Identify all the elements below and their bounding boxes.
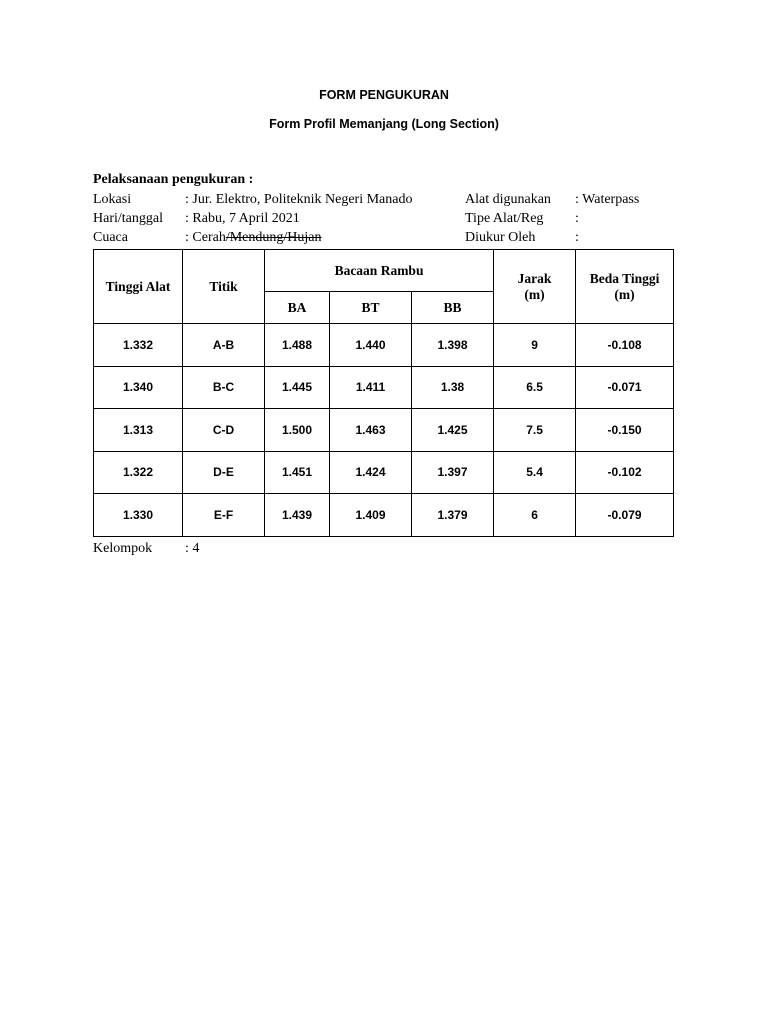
cell-jarak: 6.5 [494,366,576,409]
cell-beda-tinggi: -0.108 [576,324,674,367]
form-subtitle: Form Profil Memanjang (Long Section) [269,117,499,131]
cell-ba: 1.451 [265,451,330,494]
tipe-value: : [575,211,579,226]
cell-titik: B-C [183,366,265,409]
header-beda-tinggi-unit: (m) [614,286,635,302]
header-bt: BT [330,292,412,324]
cuaca-label: Cuaca [93,230,128,245]
cell-jarak: 9 [494,324,576,367]
cuaca-value-selected: : Cerah [185,230,226,245]
section-heading: Pelaksanaan pengukuran : [93,172,254,187]
cell-tinggi-alat: 1.340 [94,366,183,409]
cell-bb: 1.398 [412,324,494,367]
tipe-label: Tipe Alat/Reg [465,211,544,226]
header-bb: BB [412,292,494,324]
table-row [94,324,674,367]
cell-tinggi-alat: 1.332 [94,324,183,367]
lokasi-label: Lokasi [93,192,132,207]
cell-bt: 1.463 [330,409,412,452]
cell-bt: 1.424 [330,451,412,494]
table-row [94,494,674,537]
cell-titik: D-E [183,451,265,494]
cell-titik: A-B [183,324,265,367]
header-ba: BA [265,292,330,324]
kelompok-label: Kelompok [93,541,153,556]
table-row [94,409,674,452]
cell-tinggi-alat: 1.313 [94,409,183,452]
cell-bb: 1.397 [412,451,494,494]
cell-ba: 1.439 [265,494,330,537]
table-row [94,366,674,409]
cell-jarak: 6 [494,494,576,537]
cell-bt: 1.440 [330,324,412,367]
diukur-value: : [575,230,579,245]
header-beda-tinggi-label: Beda Tinggi [589,270,660,286]
measurement-table [93,249,674,537]
cell-bb: 1.379 [412,494,494,537]
header-jarak-unit: (m) [524,286,545,302]
cell-beda-tinggi: -0.102 [576,451,674,494]
cuaca-value-struck: /Mendung/Hujan [225,230,322,245]
cell-beda-tinggi: -0.071 [576,366,674,409]
cell-jarak: 7.5 [494,409,576,452]
header-beda-tinggi [576,250,674,324]
alat-value: : Waterpass [575,192,640,207]
form-title: FORM PENGUKURAN [319,88,449,102]
header-titik: Titik [183,250,265,324]
header-tinggi-alat: Tinggi Alat [94,250,183,324]
cell-ba: 1.488 [265,324,330,367]
alat-label: Alat digunakan [465,192,551,207]
cell-beda-tinggi: -0.079 [576,494,674,537]
cell-ba: 1.500 [265,409,330,452]
cell-bt: 1.409 [330,494,412,537]
cell-tinggi-alat: 1.322 [94,451,183,494]
cell-jarak: 5.4 [494,451,576,494]
tanggal-label: Hari/tanggal [93,211,163,226]
cell-ba: 1.445 [265,366,330,409]
cell-bb: 1.425 [412,409,494,452]
cell-beda-tinggi: -0.150 [576,409,674,452]
cuaca-value [185,229,321,247]
tanggal-value: : Rabu, 7 April 2021 [185,211,300,226]
table-row [94,451,674,494]
lokasi-value: : Jur. Elektro, Politeknik Negeri Manado [185,192,413,207]
cell-tinggi-alat: 1.330 [94,494,183,537]
cell-bb: 1.38 [412,366,494,409]
cell-titik: E-F [183,494,265,537]
diukur-label: Diukur Oleh [465,230,536,245]
header-jarak-label: Jarak [517,270,552,286]
cell-bt: 1.411 [330,366,412,409]
header-jarak [494,250,576,324]
header-bacaan-rambu: Bacaan Rambu [265,250,494,292]
cell-titik: C-D [183,409,265,452]
kelompok-value: : 4 [185,541,200,556]
